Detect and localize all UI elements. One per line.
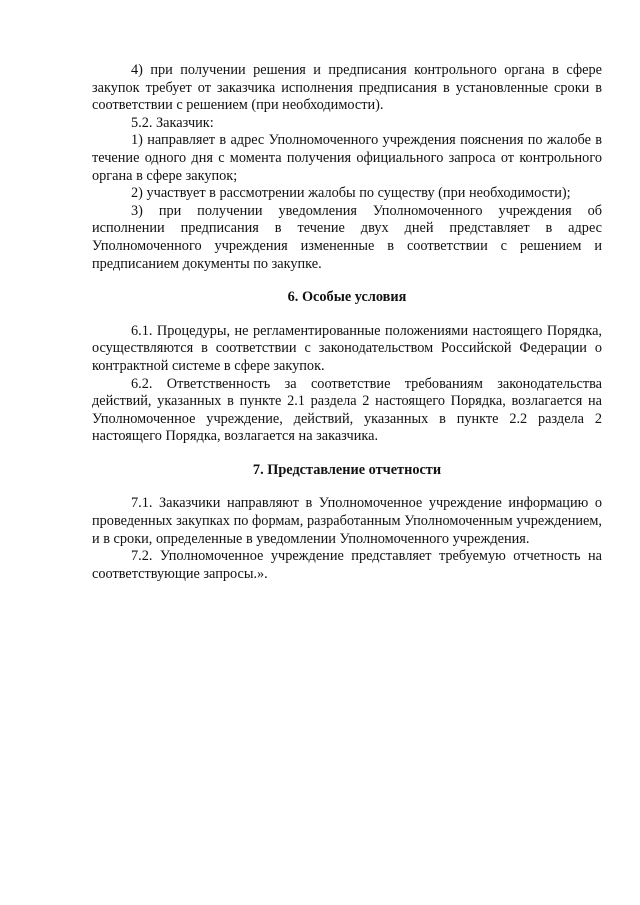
paragraph-7-2: 7.2. Уполномоченное учреждение представляет требуемую отчетность на соответствующие запросы.». xyxy=(92,548,602,582)
document-page xyxy=(92,62,602,583)
paragraph-7-1: 7.1. Заказчики направляют в Уполномоченное учреждение информацию о проведенных закупках по формам, разработанным Уполномоченным учреждением, и в сроки, определенные в уведомлении Уполномоченного учреждения. xyxy=(92,495,602,547)
paragraph-6-1: 6.1. Процедуры, не регламентированные положениями настоящего Порядка, осуществляются в соответствии с законодательством Российской Федерации о контрактной системе в сфере закупок. xyxy=(92,322,602,374)
paragraph-6-2: 6.2. Ответственность за соответствие требованиям законодательства действий, указанных в пункте 2.1 раздела 2 настоящего Порядка, возлагается на Уполномоченное учреждение, действий, указанных в пункте 2.2 раздела 2 настоящего Порядка, возлагается на заказчика. xyxy=(92,375,602,445)
paragraph-5-2-item-2: 2) участвует в рассмотрении жалобы по существу (при необходимости); xyxy=(131,185,571,202)
section-6-heading: 6. Особые условия xyxy=(287,289,407,306)
paragraph-5-2: 5.2. Заказчик: xyxy=(131,114,214,131)
paragraph-5-2-item-3: 3) при получении уведомления Уполномоченного учреждения об исполнении предписания в течение двух дней представляет в адрес Уполномоченного учреждения измененные в соответствии с решением и предписанием документы по закупке. xyxy=(92,202,602,272)
paragraph-5-1-item-4: 4) при получении решения и предписания контрольного органа в сфере закупок требует от заказчика исполнения предписания в установленные сроки в соответствии с решением (при необходимости). xyxy=(92,62,602,114)
section-7-heading: 7. Представление отчетности xyxy=(252,461,442,478)
paragraph-5-2-item-1: 1) направляет в адрес Уполномоченного учреждения пояснения по жалобе в течение одного дня с момента получения официального запроса от контрольного органа в сфере закупок; xyxy=(92,132,602,184)
